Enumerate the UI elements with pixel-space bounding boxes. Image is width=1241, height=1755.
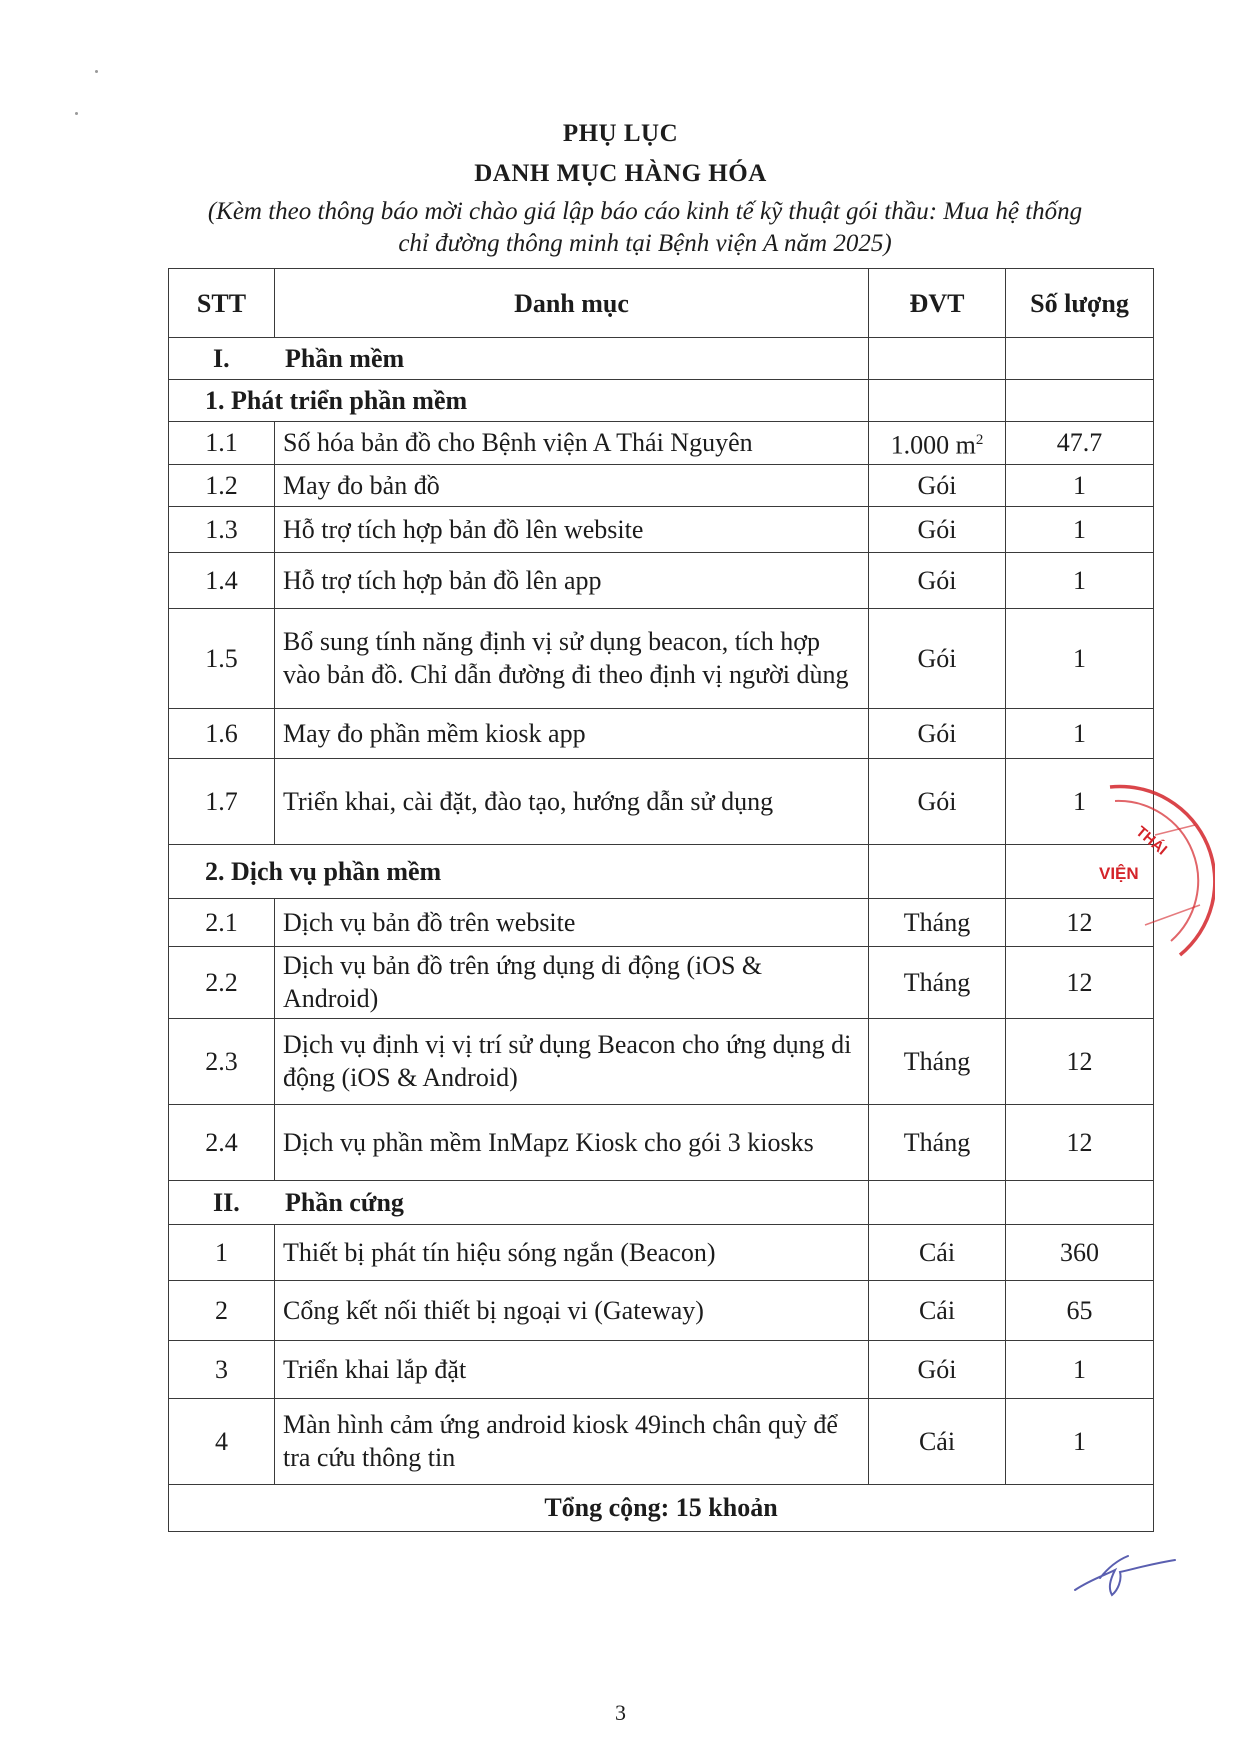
col-header-name: Danh mục xyxy=(275,269,869,338)
cell-qty: 1 xyxy=(1006,1340,1154,1398)
table-row xyxy=(169,1224,1154,1280)
cell-unit: Cái xyxy=(869,1224,1006,1280)
cell-stt: 2.4 xyxy=(169,1104,275,1180)
empty-cell xyxy=(869,844,1006,898)
empty-cell xyxy=(1006,1180,1154,1224)
empty-cell xyxy=(1006,338,1154,380)
cell-unit: Tháng xyxy=(869,1104,1006,1180)
cell-qty: 12 xyxy=(1006,946,1154,1018)
cell-stt: 1.2 xyxy=(169,464,275,506)
cell-qty: 1 xyxy=(1006,608,1154,708)
cell-unit: Gói xyxy=(869,608,1006,708)
cell-name: May đo bản đồ xyxy=(275,464,869,506)
table-row xyxy=(169,1280,1154,1340)
cell-stt: 1.3 xyxy=(169,506,275,552)
section-title: Phần cứng xyxy=(285,1187,404,1217)
appendix-title: PHỤ LỤC xyxy=(562,120,679,147)
cell-qty: 12 xyxy=(1006,1104,1154,1180)
cell-unit: Gói xyxy=(869,506,1006,552)
cell-name: Dịch vụ phần mềm InMapz Kiosk cho gói 3 kiosks xyxy=(275,1104,869,1180)
cell-qty: 360 xyxy=(1006,1224,1154,1280)
initial-signature xyxy=(1070,1550,1180,1610)
section-row-software xyxy=(169,338,1154,380)
cell-name: Màn hình cảm ứng android kiosk 49inch chân quỳ để tra cứu thông tin xyxy=(275,1398,869,1484)
cell-qty: 1 xyxy=(1006,464,1154,506)
cell-qty: 65 xyxy=(1006,1280,1154,1340)
cell-stt: 2.3 xyxy=(169,1018,275,1104)
col-header-qty: Số lượng xyxy=(1006,269,1154,338)
section-row-hardware xyxy=(169,1180,1154,1224)
cell-qty: 1 xyxy=(1006,758,1154,844)
cell-stt: 2 xyxy=(169,1280,275,1340)
section-roman: I. xyxy=(213,344,230,373)
table-row xyxy=(169,608,1154,708)
cell-unit: Tháng xyxy=(869,898,1006,946)
cell-unit: Cái xyxy=(869,1280,1006,1340)
section-roman: II. xyxy=(213,1187,240,1217)
cell-unit: Gói xyxy=(869,758,1006,844)
table-row xyxy=(169,1018,1154,1104)
appendix-note-line-1: (Kèm theo thông báo mời chào giá lập báo cáo kinh tế kỹ thuật gói thầu: Mua hệ thống xyxy=(207,198,1083,225)
table-row xyxy=(169,506,1154,552)
subsection-row-development xyxy=(169,380,1154,422)
cell-name: Số hóa bản đồ cho Bệnh viện A Thái Nguyên xyxy=(275,422,869,465)
cell-stt: 1.5 xyxy=(169,608,275,708)
goods-table xyxy=(168,268,1154,1532)
table-header-row xyxy=(169,269,1154,338)
col-header-unit: ĐVT xyxy=(869,269,1006,338)
cell-stt: 1.1 xyxy=(169,422,275,465)
empty-cell xyxy=(869,380,1006,422)
cell-name: Bổ sung tính năng định vị sử dụng beacon, tích hợp vào bản đồ. Chỉ dẫn đường đi theo định vị người dùng xyxy=(275,608,869,708)
page-number: 3 xyxy=(615,1700,626,1725)
empty-cell xyxy=(1006,380,1154,422)
subsection-label: 1. Phát triển phần mềm xyxy=(169,380,869,422)
cell-stt: 1.4 xyxy=(169,552,275,608)
cell-unit: Gói xyxy=(869,1340,1006,1398)
cell-name: Dịch vụ bản đồ trên ứng dụng di động (iOS & Android) xyxy=(275,946,869,1018)
cell-name: Thiết bị phát tín hiệu sóng ngắn (Beacon) xyxy=(275,1224,869,1280)
cell-stt: 2.2 xyxy=(169,946,275,1018)
table-row xyxy=(169,708,1154,758)
col-header-stt: STT xyxy=(169,269,275,338)
cell-qty: 1 xyxy=(1006,552,1154,608)
cell-name: Hỗ trợ tích hợp bản đồ lên app xyxy=(275,552,869,608)
cell-stt: 1.6 xyxy=(169,708,275,758)
subsection-row-services xyxy=(169,844,1154,898)
appendix-subtitle: DANH MỤC HÀNG HÓA xyxy=(474,160,767,187)
cell-unit: Tháng xyxy=(869,946,1006,1018)
section-title: Phần mềm xyxy=(285,344,405,373)
cell-name: Triển khai lắp đặt xyxy=(275,1340,869,1398)
total-row xyxy=(169,1484,1154,1531)
cell-unit: Gói xyxy=(869,552,1006,608)
subsection-label: 2. Dịch vụ phần mềm xyxy=(169,844,869,898)
section-label xyxy=(169,1180,869,1224)
cell-qty: 12 xyxy=(1006,898,1154,946)
cell-qty: 1 xyxy=(1006,708,1154,758)
cell-stt: 2.1 xyxy=(169,898,275,946)
appendix-note-line-2: chỉ đường thông minh tại Bệnh viện A năm 2025) xyxy=(398,230,892,257)
scan-speck xyxy=(75,112,78,115)
empty-cell xyxy=(869,338,1006,380)
cell-name: Dịch vụ định vị vị trí sử dụng Beacon cho ứng dụng di động (iOS & Android) xyxy=(275,1018,869,1104)
cell-name: Hỗ trợ tích hợp bản đồ lên website xyxy=(275,506,869,552)
table-row xyxy=(169,464,1154,506)
section-label xyxy=(169,338,869,380)
cell-qty: 1 xyxy=(1006,1398,1154,1484)
stamp-text-1: THÁI xyxy=(1132,823,1171,859)
empty-cell xyxy=(869,1180,1006,1224)
table-row xyxy=(169,1340,1154,1398)
table-row xyxy=(169,1398,1154,1484)
cell-qty: 12 xyxy=(1006,1018,1154,1104)
cell-unit: Cái xyxy=(869,1398,1006,1484)
table-row xyxy=(169,1104,1154,1180)
signature-stroke xyxy=(1075,1556,1175,1595)
table-row xyxy=(169,898,1154,946)
cell-stt: 4 xyxy=(169,1398,275,1484)
cell-qty: 1 xyxy=(1006,506,1154,552)
cell-name: Triển khai, cài đặt, đào tạo, hướng dẫn sử dụng xyxy=(275,758,869,844)
red-seal-stamp xyxy=(1085,775,1215,975)
table-row xyxy=(169,758,1154,844)
cell-stt: 3 xyxy=(169,1340,275,1398)
table-row xyxy=(169,946,1154,1018)
cell-name: May đo phần mềm kiosk app xyxy=(275,708,869,758)
cell-unit: Gói xyxy=(869,708,1006,758)
cell-name: Cổng kết nối thiết bị ngoại vi (Gateway) xyxy=(275,1280,869,1340)
unit-superscript: 2 xyxy=(975,432,984,448)
cell-stt: 1 xyxy=(169,1224,275,1280)
cell-unit: Tháng xyxy=(869,1018,1006,1104)
cell-qty: 47.7 xyxy=(1006,422,1154,465)
unit-text: 1.000 m xyxy=(890,430,976,460)
stamp-text-2: VIỆN xyxy=(1099,864,1139,883)
cell-unit: Gói xyxy=(869,464,1006,506)
cell-name: Dịch vụ bản đồ trên website xyxy=(275,898,869,946)
table-row xyxy=(169,422,1154,465)
cell-stt: 1.7 xyxy=(169,758,275,844)
scan-speck xyxy=(95,70,98,73)
appendix-note xyxy=(150,196,1140,260)
table-row xyxy=(169,552,1154,608)
total-cell: Tổng cộng: 15 khoản xyxy=(169,1484,1154,1531)
cell-unit xyxy=(869,422,1006,465)
